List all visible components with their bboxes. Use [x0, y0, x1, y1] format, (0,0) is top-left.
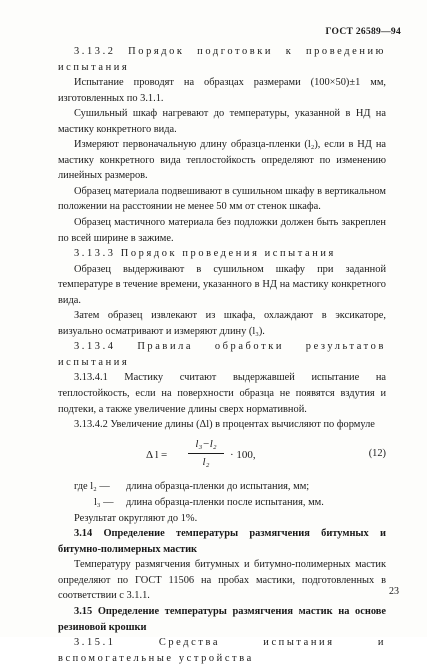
legend-description: длина образца-пленки до испытания, мм;: [126, 480, 310, 492]
paragraph: Образец мастичного материала без подложки должен быть закреплен по всей ширине в зажиме.: [58, 217, 386, 244]
section-heading-3-15-1: 3.15.1 Средства испытания и вспомогательные устройства: [58, 637, 386, 664]
paragraph: 3.13.4.2 Увеличение длины (Δl) в процентах вычисляют по формуле: [74, 419, 375, 431]
paragraph: Затем образец извлекают из шкафа, охлаждают в эксикаторе, визуально осматривают и измеряют длину (l₃).: [58, 310, 386, 337]
document-body: [58, 44, 386, 666]
standard-header: ГОСТ 26589—94: [325, 27, 401, 37]
paragraph: Испытание проводят на образцах размерами (100×50)±1 мм, изготовленных по 3.1.1.: [58, 77, 386, 104]
formula-denominator: l₂: [202, 456, 210, 469]
paragraph: Образец материала подвешивают в сушильном шкафу в вертикальном положении на расстоянии не менее 50 мм от стенок шкафа.: [58, 185, 386, 213]
formula-lhs: Δ l =: [146, 448, 168, 461]
section-heading-3-13-4: 3.13.4 Правила обработки результатов испытания: [58, 341, 386, 368]
section-heading-3-14: 3.14 Определение температуры размягчения битумных и битумно-полимерных мастик: [58, 528, 386, 555]
legend-symbol: где l₂ —: [74, 480, 110, 492]
legend-symbol: l₃ —: [94, 496, 114, 508]
paragraph: Температуру размягчения битумных и битумно-полимерных мастик определяют по ГОСТ 11506 на пробах мастики, подготовленных в соответствии с 3.1.1.: [58, 559, 386, 602]
formula-number: (12): [368, 447, 386, 459]
formula-rhs: · 100,: [230, 448, 256, 461]
formula-numerator: l₃−l₂: [188, 437, 224, 455]
page-number: 23: [389, 586, 399, 597]
paragraph: 3.13.4.1 Мастику считают выдержавшей испытание на теплостойкость, если на поверхности образца не появятся вздутия и подтеки, а также увеличение длины сверх нормативной.: [58, 372, 386, 415]
paragraph: Результат округляют до 1%.: [74, 512, 198, 524]
paragraph: Измеряют первоначальную длину образца-пленки (l₂), если в НД на мастику конкретного вида теплостойкость определяют по изменению линейных размеров.: [58, 139, 386, 182]
paragraph: Сушильный шкаф нагревают до температуры, указанной в НД на мастику конкретного вида.: [58, 108, 386, 135]
formula-12: [58, 435, 386, 479]
formula-fraction: [188, 437, 224, 471]
legend-row: [58, 479, 386, 495]
paragraph: Образец выдерживают в сушильном шкафу при заданной температуре в течение времени, указанного в НД на мастику конкретного вида.: [58, 263, 386, 306]
legend-description: длина образца-пленки после испытания, мм.: [126, 496, 324, 508]
section-heading-3-13-2: 3.13.2 Порядок подготовки к проведению испытания: [58, 46, 386, 73]
section-heading-3-15: 3.15 Определение температуры размягчения мастик на основе резиновой крошки: [58, 605, 386, 633]
section-heading-3-13-3: 3.13.3 Порядок проведения испытания: [74, 248, 336, 260]
legend-row: [58, 495, 386, 511]
